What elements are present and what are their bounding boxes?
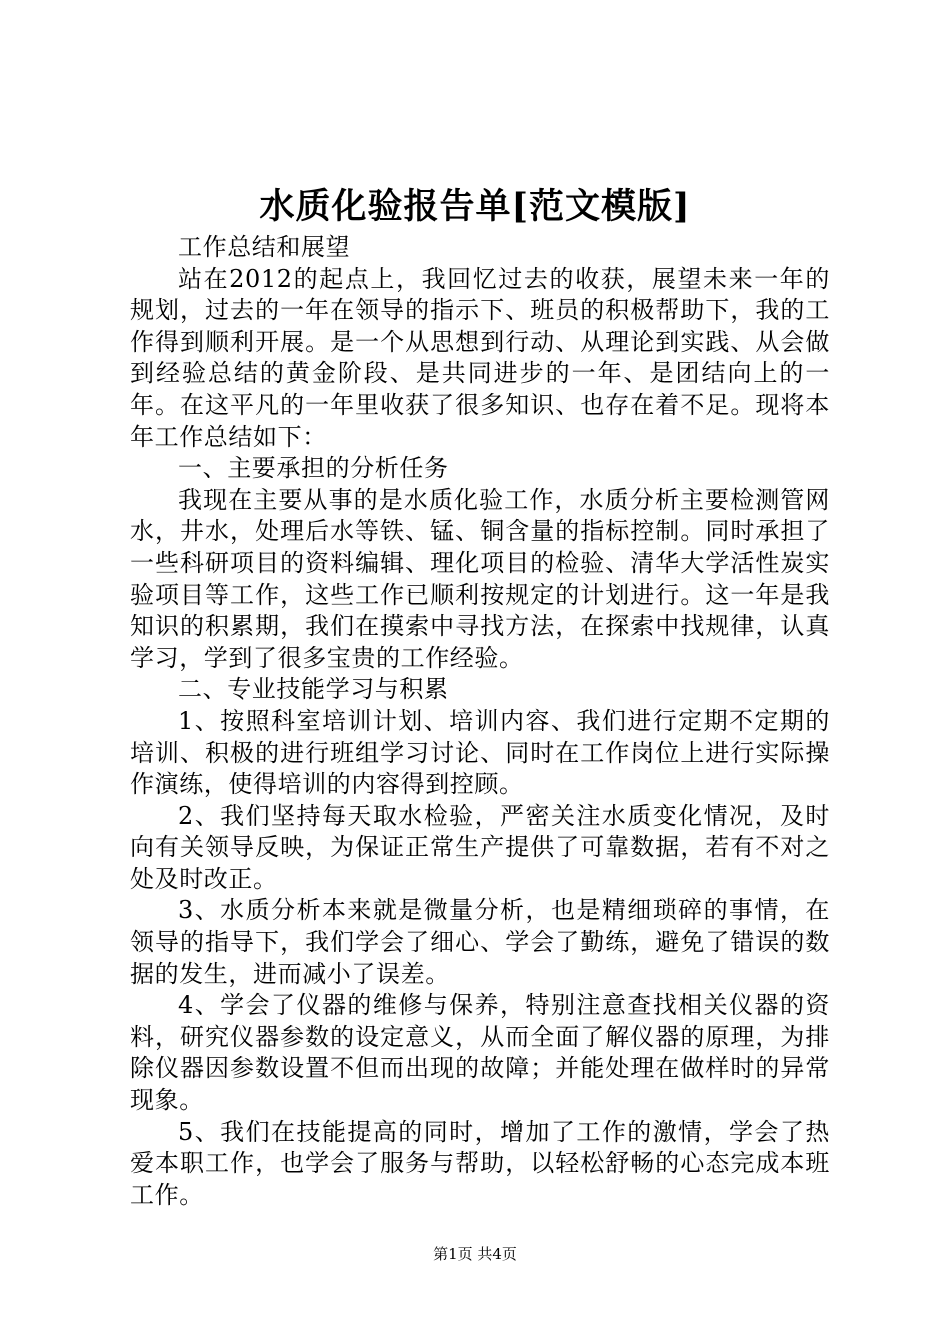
paragraph-heading-skills: 二、专业技能学习与积累 (178, 675, 449, 704)
paragraph-intro: 站在2012的起点上，我回忆过去的收获，展望未来一年的规划，过去的一年在领导的指示下、班员的积极帮助下，我的工作得到顺利开展。是一个从思想到行动、从理论到实践、从会做到经验总结的黄金阶段、是共同进步的一年、是团结向上的一年。在这平凡的一年里收获了很多知识、也存在着不足。现将本年工作总结如下： (130, 264, 830, 451)
paragraph-tasks: 我现在主要从事的是水质化验工作，水质分析主要检测管网水，井水，处理后水等铁、锰、铜含量的指标控制。同时承担了一些科研项目的资料编辑、理化项目的检验、清华大学活性炭实验项目等工作，这些工作已顺利按规定的计划进行。这一年是我知识的积累期，我们在摸索中寻找方法，在探索中找规律，认真学习，学到了很多宝贵的工作经验。 (130, 485, 830, 672)
paragraph-item-1: 1、按照科室培训计划、培训内容、我们进行定期不定期的培训、积极的进行班组学习讨论、同时在工作岗位上进行实际操作演练，使得培训的内容得到控顾。 (130, 706, 830, 799)
document-body (130, 232, 830, 1211)
document-title: 水质化验报告单[范文模版] (259, 186, 691, 227)
paragraph-heading-tasks: 一、主要承担的分析任务 (178, 454, 449, 483)
paragraph-item-4: 4、学会了仪器的维修与保养，特别注意查找相关仪器的资料，研究仪器参数的设定意义，从而全面了解仪器的原理，为排除仪器因参数设置不但而出现的故障；并能处理在做样时的异常现象。 (130, 991, 830, 1115)
paragraph-item-5: 5、我们在技能提高的同时，增加了工作的激情，学会了热爱本职工作，也学会了服务与帮助，以轻松舒畅的心态完成本班工作。 (130, 1117, 830, 1209)
page-footer: 第1页 共4页 (433, 1245, 517, 1263)
paragraph-item-2: 2、我们坚持每天取水检验，严密关注水质变化情况，及时向有关领导反映，为保证正常生产提供了可靠数据，若有不对之处及时改正。 (130, 801, 830, 893)
paragraph-heading-summary: 工作总结和展望 (178, 233, 351, 261)
paragraph-item-3: 3、水质分析本来就是微量分析，也是精细琐碎的事情，在领导的指导下，我们学会了细心、学会了勤练，避免了错误的数据的发生，进而减小了误差。 (130, 896, 830, 988)
